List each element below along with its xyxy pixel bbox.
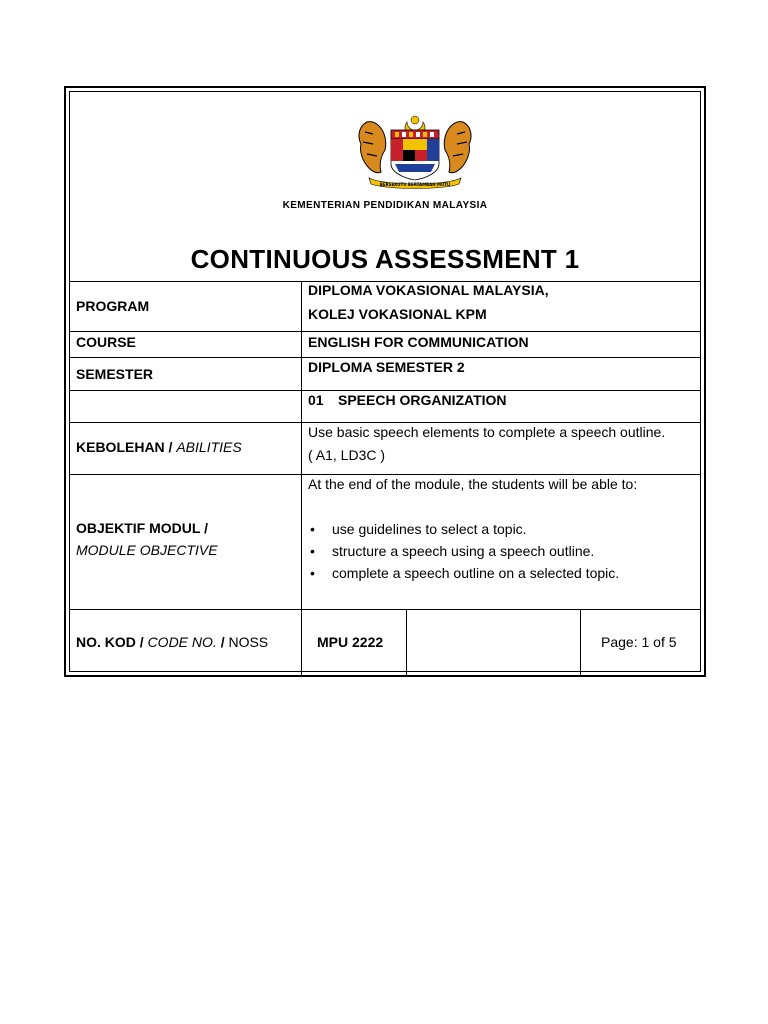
program-value-cell	[302, 282, 700, 331]
crest-motto: BERSEKUTU BERTAMBAH MUTU	[379, 182, 451, 187]
abilities-value-cell	[302, 423, 700, 474]
objective-bullet-1: use guidelines to select a topic.	[332, 521, 527, 537]
unit-number: 01	[308, 392, 324, 408]
code-label-italic: CODE NO.	[147, 634, 217, 650]
course-label-cell	[70, 332, 302, 357]
code-row	[70, 610, 700, 676]
unit-row	[70, 391, 700, 423]
objective-label-italic: MODULE OBJECTIVE	[76, 542, 218, 558]
course-row	[70, 332, 700, 358]
code-divider-1	[406, 610, 407, 676]
malaysia-coat-of-arms-icon	[355, 112, 475, 192]
table-inner	[69, 91, 701, 672]
bullet-icon: •	[310, 521, 315, 537]
code-label-separator: /	[220, 634, 225, 650]
objective-label-main: OBJEKTIF MODUL /	[76, 520, 208, 536]
semester-label-cell	[70, 358, 302, 390]
code-divider-2	[580, 610, 581, 676]
unit-label-cell	[70, 391, 302, 422]
assessment-cover-table	[64, 86, 706, 677]
objective-value-cell	[302, 475, 700, 609]
abilities-label	[76, 439, 242, 455]
abilities-label-italic: ABILITIES	[176, 439, 242, 455]
abilities-label-cell	[70, 423, 302, 474]
abilities-label-main: KEBOLEHAN /	[76, 439, 173, 455]
page-indicator: Page: 1 of 5	[601, 634, 677, 650]
program-line-1: DIPLOMA VOKASIONAL MALAYSIA,	[308, 282, 549, 298]
code-label-main: NO. KOD /	[76, 634, 144, 650]
code-value: MPU 2222	[317, 634, 384, 650]
code-label-cell	[70, 610, 302, 676]
unit-name: SPEECH ORGANIZATION	[338, 392, 507, 408]
course-label: COURSE	[76, 334, 136, 350]
semester-row	[70, 358, 700, 391]
semester-value-cell	[302, 358, 700, 390]
objective-intro: At the end of the module, the students will be able to:	[308, 476, 638, 492]
objective-bullet-3: complete a speech outline on a selected topic.	[332, 565, 620, 581]
bullet-icon: •	[310, 565, 315, 581]
abilities-text-line-1: Use basic speech elements to complete a speech outline.	[308, 424, 666, 440]
unit-value-cell	[302, 391, 700, 422]
program-label-cell	[70, 282, 302, 331]
code-label	[76, 634, 268, 650]
program-line-2: KOLEJ VOKASIONAL KPM	[308, 306, 487, 322]
course-value: ENGLISH FOR COMMUNICATION	[308, 334, 529, 350]
abilities-row	[70, 423, 700, 475]
course-value-cell	[302, 332, 700, 357]
objective-row	[70, 475, 700, 610]
page-title: CONTINUOUS ASSESSMENT 1	[190, 244, 580, 274]
ministry-name: KEMENTERIAN PENDIDIKAN MALAYSIA	[282, 200, 488, 211]
objective-label-cell	[70, 475, 302, 609]
program-label: PROGRAM	[76, 298, 150, 314]
code-value-cell	[302, 610, 700, 676]
abilities-text-line-2: ( A1, LD3C )	[308, 447, 386, 463]
program-row	[70, 282, 700, 332]
objective-bullet-2: structure a speech using a speech outline.	[332, 543, 595, 559]
header-section	[70, 92, 700, 282]
bullet-icon: •	[310, 543, 315, 559]
code-label-end: NOSS	[228, 634, 269, 650]
semester-label: SEMESTER	[76, 366, 154, 382]
semester-value: DIPLOMA SEMESTER 2	[308, 359, 465, 375]
